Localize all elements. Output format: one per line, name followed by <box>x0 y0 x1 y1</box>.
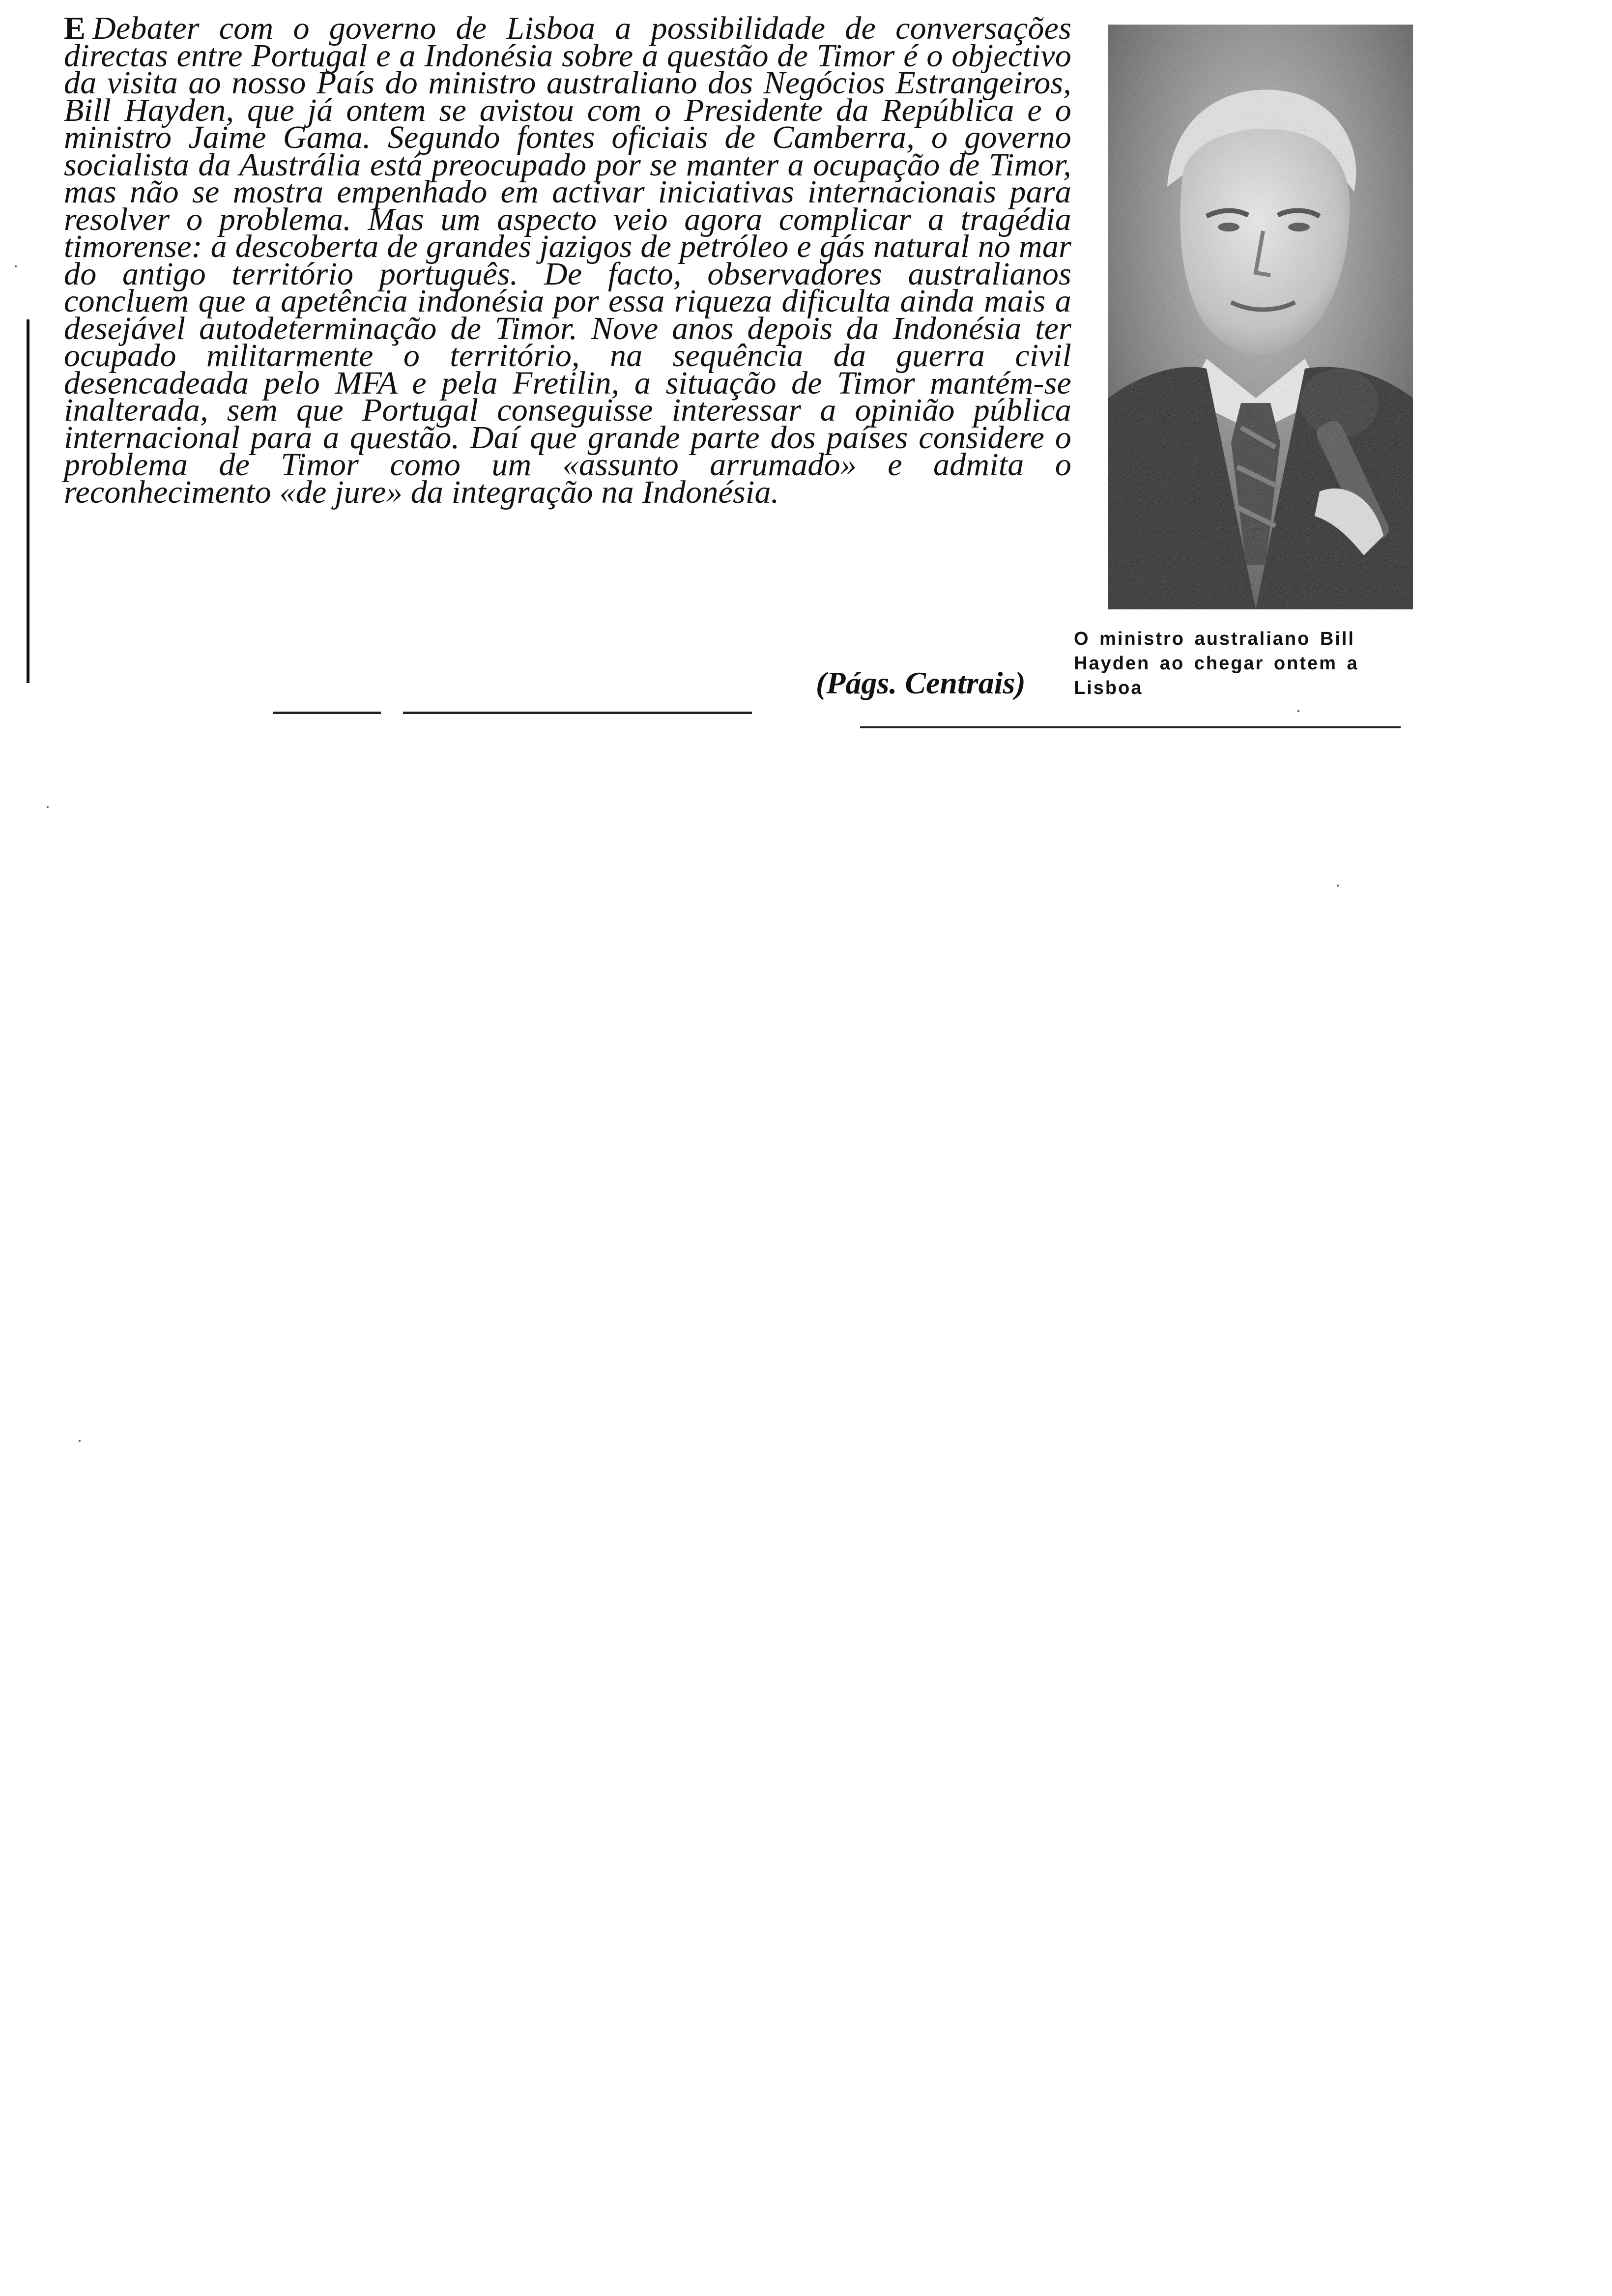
scan-speck <box>1297 710 1299 712</box>
scan-speck <box>1337 885 1339 887</box>
margin-rule <box>27 319 29 683</box>
lead-letter: E <box>64 10 84 46</box>
article-body-block <box>64 10 1071 510</box>
minister-photo <box>1108 25 1413 609</box>
scan-speck <box>15 265 17 267</box>
divider-long <box>403 712 752 714</box>
photo-caption: O ministro australiano Bill Hayden ao chegar ontem a Lisboa <box>1074 629 1359 698</box>
divider-caption <box>860 726 1401 728</box>
scan-speck <box>79 1440 81 1442</box>
divider-short <box>273 712 381 714</box>
scan-speck <box>47 806 49 808</box>
article-text: Debater com o governo de Lisboa a possibilidade de conversações directas entre Portugal e a Indonésia sobre a questão de Timor é o objectivo da visita ao nosso País do ministro australiano dos Negócios Estrangeiros, Bill Hayden, que já ontem se avistou com o Presidente da República e o ministro Jaime Gama. Segundo fontes oficiais de Camberra, o governo socialista da Austrália está preocupado por se manter a ocupação de Timor, mas não se mostra empenhado em activar iniciativas internacionais para resolver o problema. Mas um aspecto veio agora complicar a tragédia timorense: a descoberta de grandes jazigos de petróleo e gás natural no mar do antigo território português. De facto, observadores australianos concluem que a apetência indonésia por essa riqueza dificulta ainda mais a desejável autodeterminação de Timor. Nove anos depois da Indonésia ter ocupado militarmente o território, na sequência da guerra civil desencadeada pelo MFA e pela Fretilin, a situação de Timor mantém-se inalterada, sem que Portugal conseguisse interessar a opinião pública internacional para a questão. Daí que grande parte dos países considere o problema de Timor como um «assunto arrumado» e admita o reconhecimento «de jure» da integração na Indonésia. <box>64 10 1071 510</box>
page-reference: (Págs. Centrais) <box>816 665 1026 700</box>
